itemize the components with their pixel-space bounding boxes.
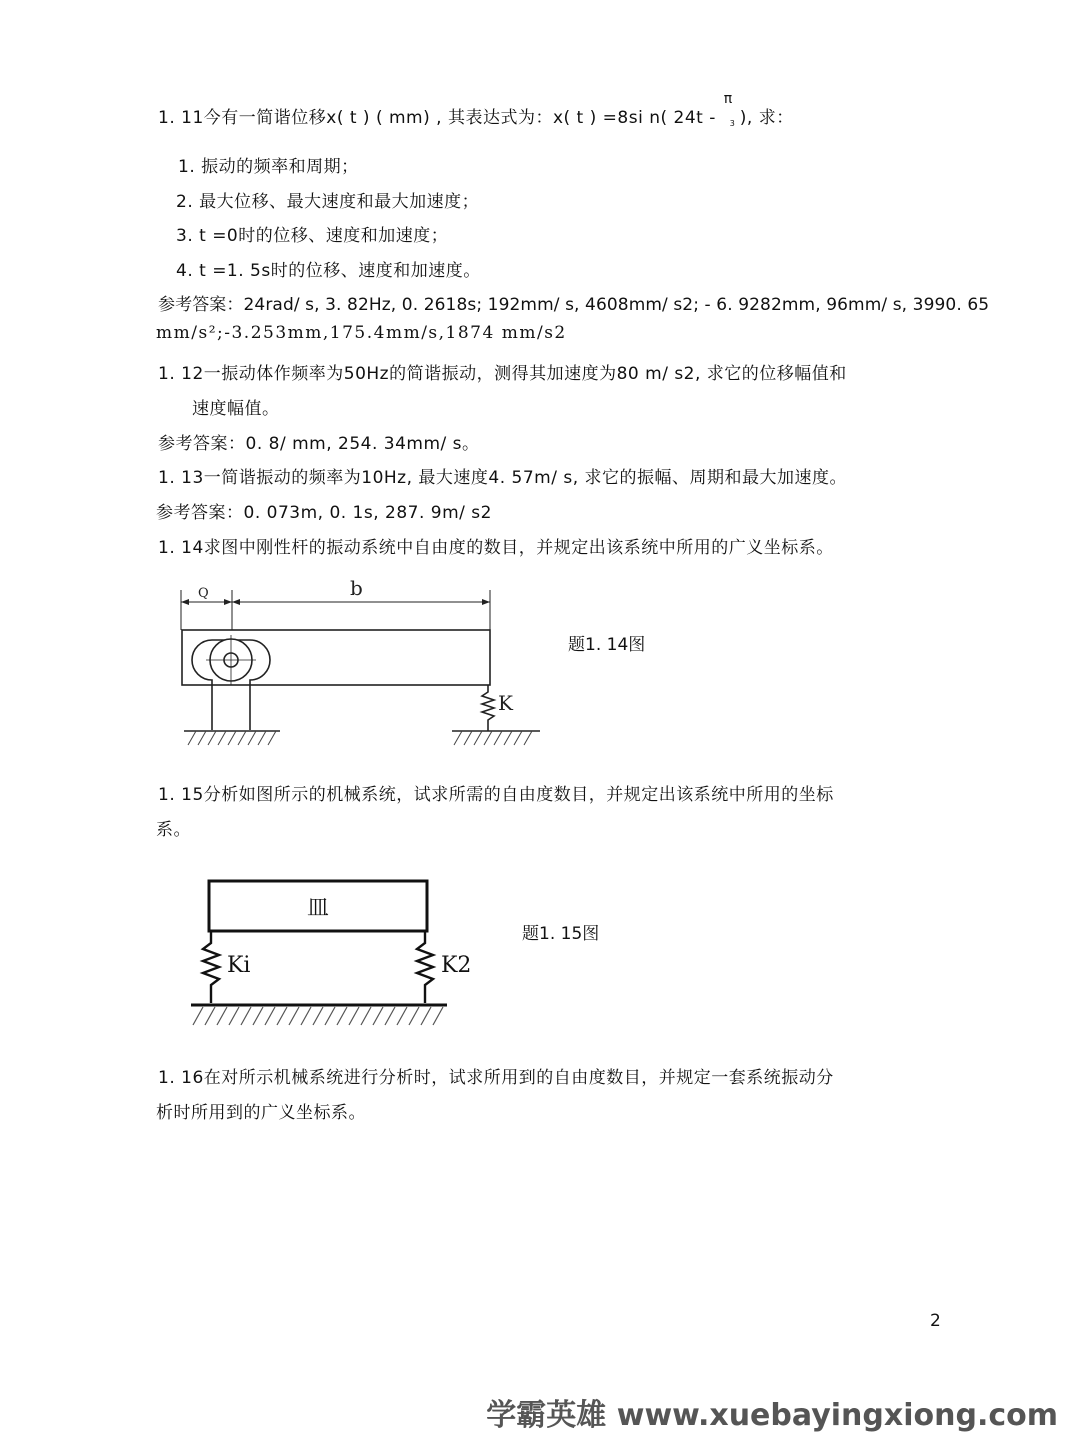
problem-1-12-line-2: 速度幅值。 <box>192 399 280 419</box>
problem-1-11-answer-line-1: 参考答案：24rad/ s, 3. 82Hz, 0. 2618s; 192mm/ s, 4608mm/ s2; - 6. 9282mm, 96mm/ s, 3990. 65 <box>158 295 990 315</box>
problem-1-11-answer-line-2: mm/s²;-3.253mm,175.4mm/s,1874 mm/s2 <box>156 323 567 343</box>
problem-1-11-item-1: 1. 振动的频率和周期； <box>178 157 359 177</box>
problem-1-16-line-2: 析时所用到的广义坐标系。 <box>156 1103 366 1123</box>
label-k: K <box>498 691 513 715</box>
label-b: b <box>350 576 363 600</box>
problem-1-11-title <box>158 91 794 128</box>
figure-1-14 <box>170 570 550 755</box>
spring-k2 <box>417 931 433 1003</box>
site-watermark: 学霸英雄 www.xuebayingxiong.com <box>486 1398 1058 1433</box>
problem-1-11-item-3: 3. t =0时的位移、速度和加速度； <box>176 226 449 246</box>
page-number: 2 <box>930 1311 941 1331</box>
caption-1-14: 题1. 14图 <box>568 635 646 655</box>
problem-1-14-line-1: 1. 14求图中刚性杆的振动系统中自由度的数目，并规定出该系统中所用的广义坐标系。 <box>158 538 834 558</box>
caption-1-15: 题1. 15图 <box>522 924 600 944</box>
fraction-pi-over-3 <box>722 91 740 128</box>
problem-1-16-line-1: 1. 16在对所示机械系统进行分析时，试求所用到的自由度数目，并规定一套系统振动分 <box>158 1068 834 1088</box>
label-k2: K2 <box>441 953 472 978</box>
fraction-denominator: 3 <box>729 119 736 128</box>
fraction-numerator: π <box>723 91 733 107</box>
problem-1-12-line-1: 1. 12一振动体作频率为50Hz的简谐振动，测得其加速度为80 m/ s2, 求它的位移幅值和 <box>158 364 847 384</box>
problem-1-12-answer: 参考答案：0. 8/ mm, 254. 34mm/ s。 <box>158 434 480 454</box>
problem-1-11-item-2: 2. 最大位移、最大速度和最大加速度； <box>176 192 480 212</box>
label-q: Q <box>198 586 209 601</box>
problem-1-15-line-1: 1. 15分析如图所示的机械系统，试求所需的自由度数目，并规定出该系统中所用的坐标 <box>158 785 834 805</box>
spring-k <box>482 685 494 731</box>
problem-1-15-line-2: 系。 <box>156 820 191 840</box>
problem-1-13-line-1: 1. 13一简谐振动的频率为10Hz, 最大速度4. 57m/ s, 求它的振幅、周期和最大加速度。 <box>158 468 848 488</box>
spring-k1 <box>203 931 219 1003</box>
problem-1-13-answer: 参考答案：0. 073m, 0. 1s, 287. 9m/ s2 <box>156 503 492 523</box>
figure-1-15 <box>185 875 472 1040</box>
problem-1-11-suffix: ), 求： <box>739 108 794 128</box>
problem-1-11-prefix: 1. 11今有一简谐位移x( t ) ( mm) , 其表达式为：x( t ) =8si n( 24t - <box>158 108 722 128</box>
label-k1: Ki <box>227 953 251 978</box>
problem-1-11-item-4: 4. t =1. 5s时的位移、速度和加速度。 <box>176 261 481 281</box>
label-mass: 皿 <box>307 896 330 921</box>
